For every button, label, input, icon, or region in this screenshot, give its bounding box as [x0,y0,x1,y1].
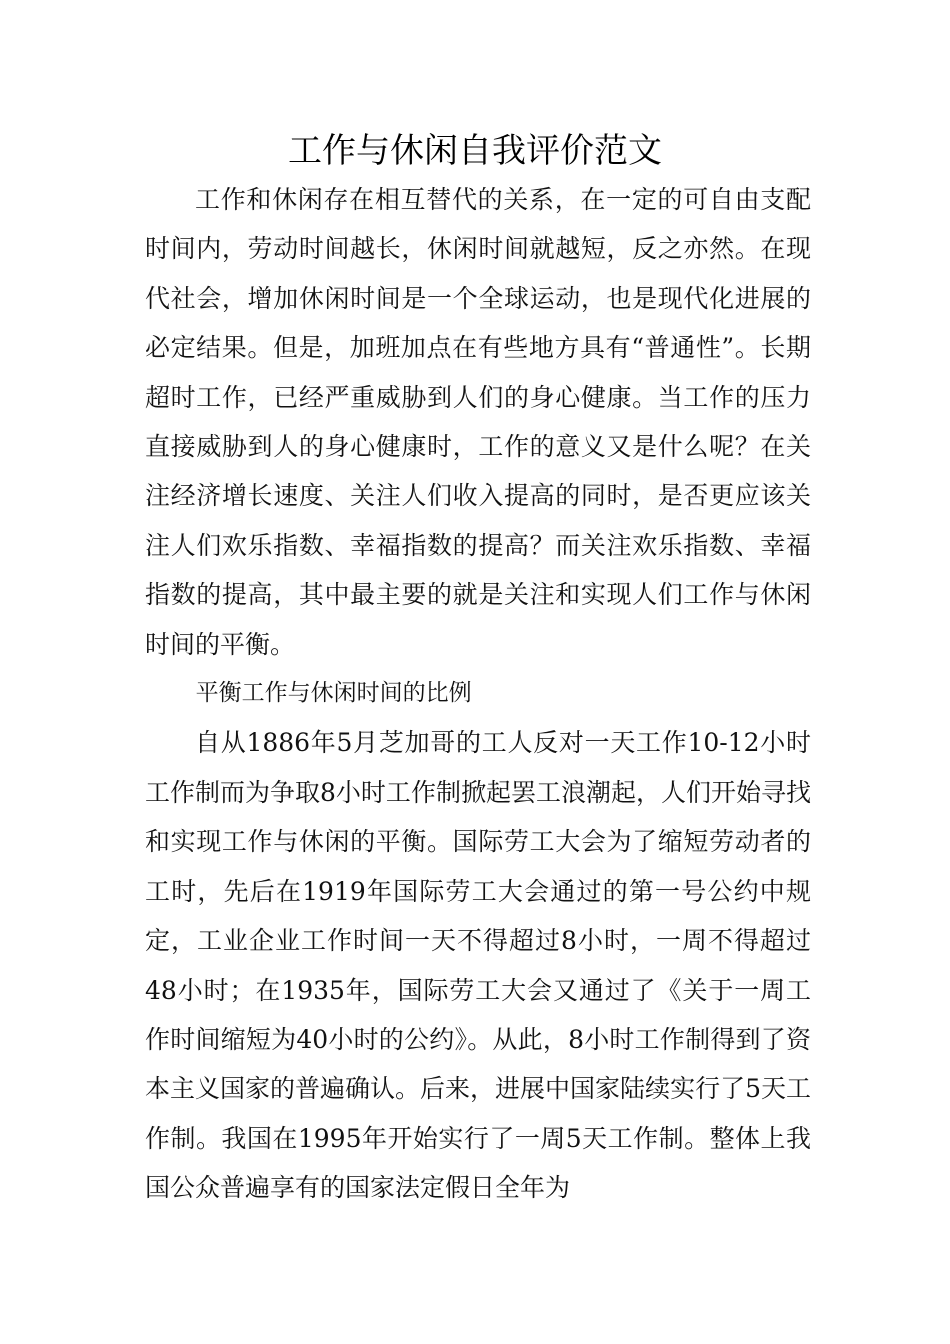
section-heading: 平衡工作与休闲时间的比例 [195,680,472,707]
document-title: 工作与休闲自我评价范文 [288,131,662,171]
document-body [145,175,811,1213]
paragraph-history: 自从1886年5月芝加哥的工人反对一天工作10-12小时工作制而为争取8小时工作制掀起罢工浪潮起，人们开始寻找和实现工作与休闲的平衡。国际劳工大会为了缩短劳动者的工时，先后在1919年国际劳工大会通过的第一号公约中规定，工业企业工作时间一天不得超过8小时，一周不得超过48小时；在1935年，国际劳工大会又通过了《关于一周工作时间缩短为40小时的公约》。从此，8小时工作制得到了资本主义国家的普遍确认。后来，进展中国家陆续实行了5天工作制。我国在1995年开始实行了一周5天工作制。整体上我国公众普遍享有的国家法定假日全年为 [145,728,811,1203]
paragraph-intro: 工作和休闲存在相互替代的关系，在一定的可自由支配时间内，劳动时间越长，休闲时间就越短，反之亦然。在现代社会，增加休闲时间是一个全球运动，也是现代化进展的必定结果。但是，加班加点在有些地方具有“普通性”。长期超时工作，已经严重威胁到人们的身心健康。当工作的压力直接威胁到人的身心健康时，工作的意义又是什么呢？在关注经济增长速度、关注人们收入提高的同时，是否更应该关注人们欢乐指数、幸福指数的提高？而关注欢乐指数、幸福指数的提高，其中最主要的就是关注和实现人们工作与休闲时间的平衡。 [145,185,811,659]
